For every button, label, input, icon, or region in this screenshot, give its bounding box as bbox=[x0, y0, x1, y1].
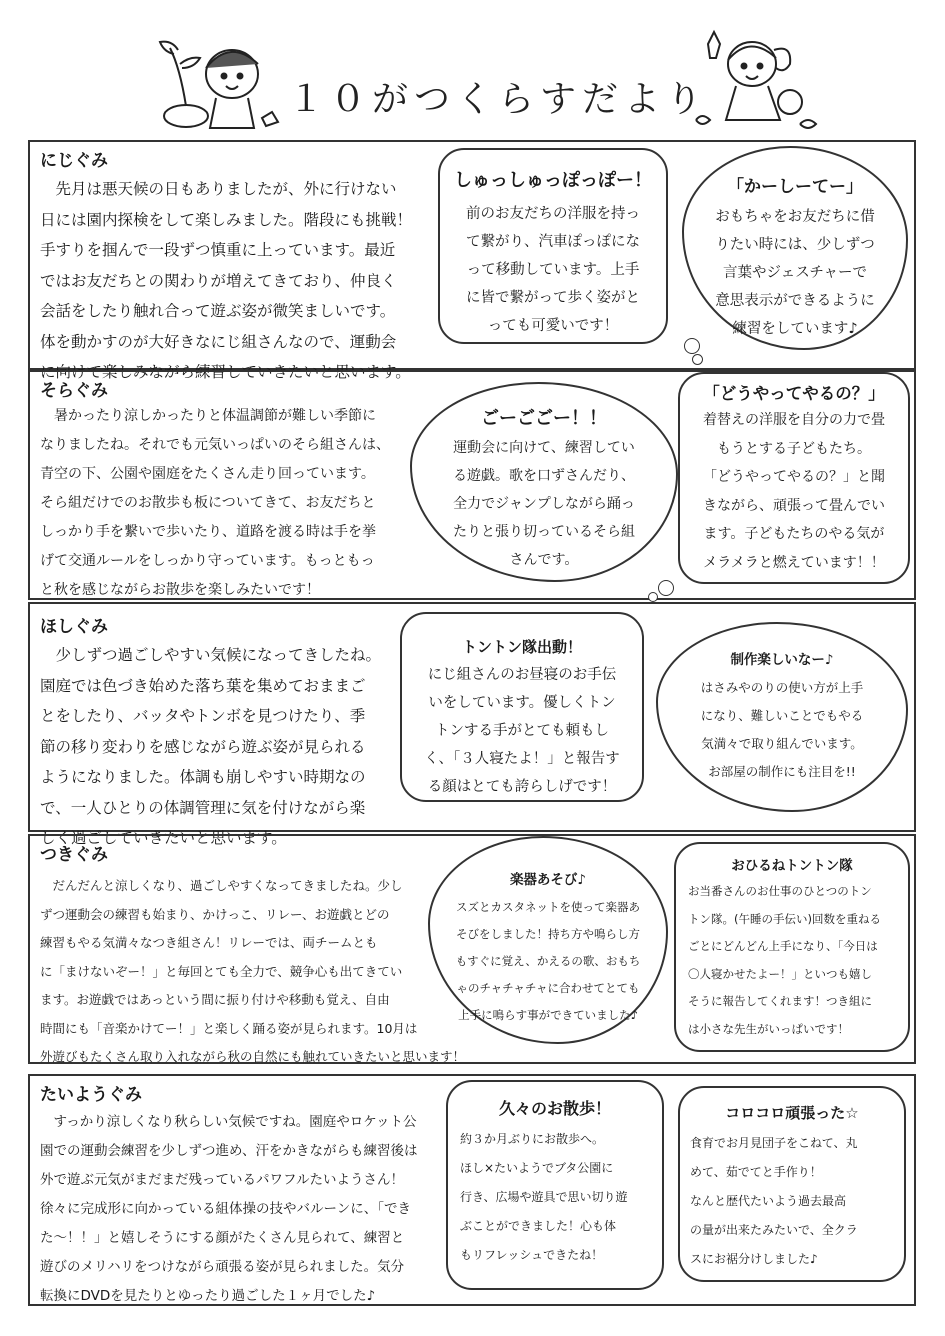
section-title: ほしぐみ bbox=[40, 617, 108, 637]
body-line: 園庭では色づき始めた落ち葉を集めておままご bbox=[40, 676, 366, 695]
cloud-bubble bbox=[656, 622, 908, 812]
bubble-line: って移動しています。上手 bbox=[466, 262, 640, 278]
bubble-line: りたい時には、少しずつ bbox=[715, 237, 875, 253]
body-line: そら組だけでのお散歩も板についてきて、お友だちと bbox=[40, 495, 376, 511]
bubble-line: めて、茹でてと手作り！ bbox=[690, 1165, 822, 1179]
bubble-line: もすぐに覚え、かえるの歌、おもち bbox=[455, 954, 641, 968]
body-line: た～！！」と嬉しそうにする顔がたくさん見られて、練習と bbox=[40, 1230, 405, 1246]
bubble-line: お部屋の制作にも注目を!! bbox=[708, 764, 856, 779]
bubble-line: の量が出来たみたいで、全クラ bbox=[690, 1223, 858, 1237]
bubble-line: 言葉やジェスチャーで bbox=[723, 265, 867, 281]
bubble-body bbox=[680, 406, 908, 577]
body-line: げて交通ルールをしっかり守っています。もっともっ bbox=[40, 553, 375, 569]
bubble-line: ぶことができました！心も体 bbox=[460, 1219, 617, 1233]
speech-bubble bbox=[446, 1080, 664, 1290]
bubble-title: コロコロ頑張った☆ bbox=[725, 1104, 859, 1122]
bubble-body bbox=[412, 434, 676, 574]
bubble-line: 気満々で取り組んでいます。 bbox=[701, 736, 863, 751]
body-line: なりましたね。それでも元気いっぱいのそら組さんは、 bbox=[40, 437, 390, 453]
body-line: 日には園内探検をして楽しみました。階段にも挑戦！ bbox=[40, 210, 413, 229]
body-line: 暑かったり涼しかったりと体温調節が難しい季節に bbox=[40, 408, 376, 424]
body-line: すっかり涼しくなり秋らしい気候ですね。園庭やロケット公 bbox=[40, 1114, 417, 1130]
bubble-line: はさみやのりの使い方が上手 bbox=[700, 680, 864, 695]
body-line: に「まけないぞー！」と毎回とても全力で、競争心も出てきてい bbox=[40, 963, 403, 979]
bubble-line: にじ組さんのお昼寝のお手伝 bbox=[427, 667, 617, 683]
body-line: だんだんと涼しくなり、過ごしやすくなってきましたね。少し bbox=[40, 878, 403, 893]
bubble-line: 行き、広場や遊具で思い切り遊 bbox=[460, 1190, 628, 1204]
bubble-line: て繋がり、汽車ぽっぽにな bbox=[466, 234, 640, 250]
body-line: 先月は悪天候の日もありましたが、外に行けない bbox=[40, 180, 397, 198]
body-line: 練習もやる気満々なつき組さん！リレーでは、両チームとも bbox=[40, 935, 378, 950]
bubble-line: 上手に鳴らす事ができていました♪ bbox=[458, 1008, 638, 1022]
body-line: しっかり手を繋いで歩いたり、道路を渡る時は手を挙 bbox=[40, 524, 376, 540]
page-title: １０がつくらすだより bbox=[288, 79, 709, 120]
body-line: に向けて楽しみながら練習していきたいと思います。 bbox=[40, 363, 411, 381]
bubble-line: ゃのチャチャチャに合わせてとても bbox=[456, 981, 640, 995]
bubble-tail-dot bbox=[648, 592, 658, 602]
bubble-line: さんです。 bbox=[509, 552, 579, 568]
bubble-line: スズとカスタネットを使って楽器あ bbox=[456, 900, 640, 914]
body-line: 手すりを掴んで一段ずつ慎重に上っています。最近 bbox=[40, 241, 396, 259]
bubble-line: スにお裾分けしました♪ bbox=[690, 1252, 818, 1266]
bubble-line: る顔はとても誇らしげです！ bbox=[427, 779, 617, 795]
bubble-title: 楽器あそび♪ bbox=[509, 872, 587, 888]
bubble-body bbox=[680, 1129, 904, 1274]
section-body bbox=[40, 640, 381, 854]
bubble-line: 着替えの洋服を自分の力で畳 bbox=[703, 412, 885, 428]
body-line: 青空の下、公園や園庭をたくさん走り回っています。 bbox=[40, 466, 375, 482]
bubble-line: 前のお友だちの洋服を持っ bbox=[466, 206, 640, 222]
bubble-line: たりと張り切っているそら組 bbox=[453, 524, 635, 540]
body-line: ではお友だちとの関わりが増えてきており、仲良く bbox=[40, 271, 397, 290]
bubble-line: っても可愛いです！ bbox=[487, 318, 619, 334]
bubble-body bbox=[402, 661, 642, 801]
body-line: 園での運動会練習を少しずつ進め、汗をかきながらも練習後は bbox=[40, 1143, 418, 1159]
bubble-line: ほし×たいようでブタ公園に bbox=[460, 1161, 614, 1175]
bubble-body bbox=[430, 894, 666, 1029]
speech-bubble bbox=[438, 148, 668, 344]
section-title: たいようぐみ bbox=[40, 1085, 142, 1105]
section-body bbox=[40, 174, 412, 388]
body-line: ようになりました。体調も崩しやすい時期なの bbox=[40, 768, 366, 786]
body-line: しく過ごしていきたいと思います。 bbox=[40, 829, 287, 847]
bubble-line: 〇人寝かせたよー！」といつも嬉し bbox=[688, 966, 872, 981]
child-with-sweet-potato-illustration bbox=[150, 28, 290, 138]
speech-bubble bbox=[678, 1086, 906, 1282]
bubble-title: 久々のお散歩！ bbox=[498, 1099, 611, 1118]
bubble-title: おひるねトントン隊 bbox=[731, 858, 853, 874]
body-line: ずつ運動会の練習も始まり、かけっこ、リレー、お遊戯とどの bbox=[40, 906, 390, 922]
body-line: 少しずつ過ごしやすい気候になってきしたね。 bbox=[40, 646, 382, 664]
bubble-line: 食育でお月見団子をこねて、丸 bbox=[690, 1136, 858, 1150]
bubble-body bbox=[440, 200, 666, 340]
bubble-body bbox=[684, 203, 906, 343]
cloud-bubble bbox=[410, 382, 678, 582]
body-line: 節の移り変わりを感じながら遊ぶ姿が見られる bbox=[40, 737, 366, 756]
bubble-tail-dot bbox=[684, 338, 700, 354]
bubble-title: トントン隊出動！ bbox=[461, 638, 582, 656]
bubble-title: 「どうやってやるの？」 bbox=[703, 384, 885, 403]
bubble-line: そうに報告してくれます！つき組に bbox=[688, 994, 872, 1008]
bubble-line: メラメラと燃えています！！ bbox=[703, 554, 885, 571]
section-title: そらぐみ bbox=[40, 381, 108, 401]
bubble-line: きながら、頑張って畳んでい bbox=[703, 497, 885, 514]
bubble-line: く、「３人寝たよ！」と報告す bbox=[424, 751, 620, 767]
body-line: 遊びのメリハリをつけながら頑張る姿が見られました。気分 bbox=[40, 1259, 405, 1275]
body-line: 体を動かすのが大好きなにじ組さんなので、運動会 bbox=[40, 332, 397, 351]
section-body bbox=[40, 402, 390, 605]
bubble-tail-dot bbox=[658, 580, 674, 596]
bubble-line: 運動会に向けて、練習してい bbox=[453, 440, 635, 456]
body-line: 徐々に完成形に向かっている組体操の技やバルーンに、「でき bbox=[40, 1201, 411, 1217]
section-title: つきぐみ bbox=[40, 845, 108, 865]
bubble-body bbox=[658, 674, 906, 786]
bubble-line: は小さな先生がいっぱいです！ bbox=[688, 1021, 849, 1036]
body-line: とをしたり、バッタやトンボを見つけたり、季 bbox=[40, 707, 366, 725]
speech-bubble bbox=[400, 612, 644, 802]
bubble-body bbox=[676, 878, 908, 1043]
bubble-line: もうとする子どもたち。 bbox=[717, 440, 871, 457]
bubble-line: もリフレッシュできたね！ bbox=[460, 1248, 604, 1262]
bubble-line: トン隊。(午睡の手伝い)回数を重ねる bbox=[688, 911, 881, 926]
body-line: と秋を感じながらお散歩を楽しみたいです！ bbox=[40, 582, 320, 598]
body-line: 時間にも「音楽かけてー！」と楽しく踊る姿が見られます。10月は bbox=[40, 1020, 418, 1036]
bubble-title: 「かーしーてー」 bbox=[727, 177, 863, 197]
body-line: 会話をしたり触れ合って遊ぶ姿が微笑ましいです。 bbox=[40, 302, 396, 320]
speech-bubble bbox=[674, 842, 910, 1052]
bubble-line: いをしています。優しくトン bbox=[428, 695, 616, 711]
bubble-line: 「どうやってやるの？」と聞 bbox=[703, 469, 885, 485]
bubble-body bbox=[448, 1125, 662, 1270]
bubble-line: に皆で繋がって歩く姿がと bbox=[466, 290, 640, 306]
bubble-line: 練習をしています♪ bbox=[732, 321, 858, 337]
body-line: 外遊びもたくさん取り入れながら秋の自然にも触れていきたいと思います！ bbox=[40, 1049, 466, 1064]
bubble-title: ごーごごー！！ bbox=[481, 408, 607, 429]
bubble-line: お当番さんのお仕事のひとつのトン bbox=[688, 884, 872, 898]
cloud-bubble bbox=[428, 836, 668, 1044]
bubble-line: 約３か月ぶりにお散歩へ。 bbox=[460, 1132, 605, 1146]
body-line: 転換にDVDを見たりとゆったり過ごした１ヶ月でした♪ bbox=[40, 1288, 376, 1304]
bubble-line: 全力でジャンプしながら踊っ bbox=[453, 496, 635, 512]
bubble-title: 制作楽しいなー♪ bbox=[730, 652, 834, 668]
bubble-line: る遊戯。歌を口ずさんだり、 bbox=[453, 468, 635, 484]
section-title: にじぐみ bbox=[40, 151, 108, 171]
body-line: ます。お遊戯ではあっという間に振り付けや移動も覚え、自由 bbox=[40, 992, 390, 1007]
bubble-line: ごとにどんどん上手になり、「今日は bbox=[688, 939, 878, 953]
cloud-bubble bbox=[682, 146, 908, 350]
bubble-tail-dot bbox=[692, 354, 703, 365]
bubble-line: になり、難しいことでもやる bbox=[700, 708, 864, 723]
bubble-title: しゅっしゅっぽっぽー！ bbox=[454, 170, 652, 191]
bubble-line: 意思表示ができるように bbox=[715, 293, 875, 309]
body-line: 外で遊ぶ元気がまだまだ残っているパワフルたいようさん！ bbox=[40, 1172, 404, 1188]
speech-bubble bbox=[678, 372, 910, 584]
bubble-line: ます。子どもたちのやる気が bbox=[703, 526, 885, 542]
bubble-line: なんと歴代たいよう過去最高 bbox=[690, 1194, 847, 1208]
section-body bbox=[40, 872, 465, 1072]
bubble-line: トンする手がとても頼もし bbox=[435, 723, 609, 739]
body-line: で、一人ひとりの体調管理に気を付けながら楽 bbox=[40, 798, 366, 817]
bubble-line: そびをしました！持ち方や鳴らし方 bbox=[456, 927, 640, 941]
section-body bbox=[40, 1108, 417, 1311]
bubble-line: おもちゃをお友だちに借 bbox=[715, 209, 875, 225]
